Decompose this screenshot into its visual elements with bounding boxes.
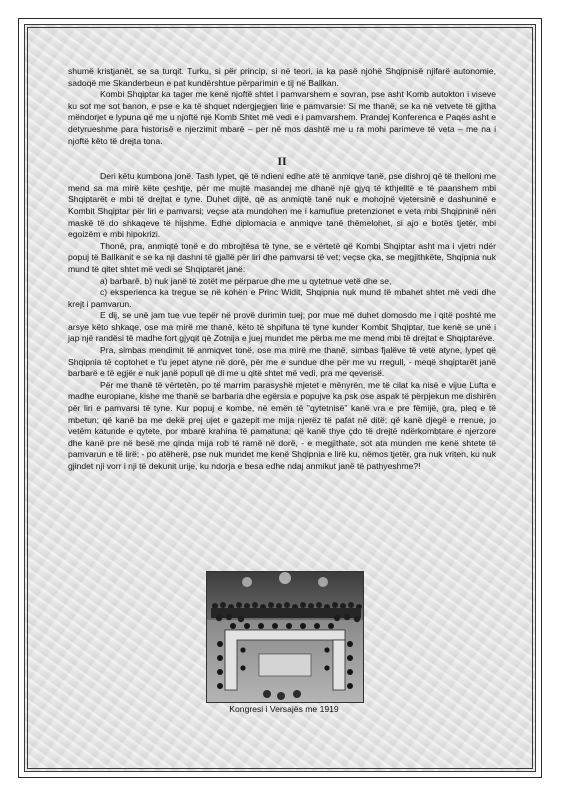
list-item: c) eksperienca ka tregue se në kohën e Princ Widit, Shqipnia nuk mund të mbahet shtet më vedi dhe krejt i pamvarun. (68, 287, 496, 309)
paragraph: Pra, simbas mendimit të anmiqvet tonë, ose ma mirë me thanë, simbas fjalëve të vetë atyne, lypet që Shqipnia të coptohet e t'u jepet atyne në dorë, për me e sundue dhe për me vu rregull, - meqë shqiptarët janë barbarë e të egjër e nuk janë popull që di me u qitë shtet më vedi, pra me qeverisë. (68, 345, 496, 379)
list-item: a) barbarë, b) nuk janë të zotët me përparue dhe me u qytetnue vetë dhe se, (100, 275, 392, 286)
conference-photo (206, 571, 364, 703)
paragraph: shumë kristjanët, se sa turqit. Turku, si për princip, si në teori, ia ka pasë njohë Shqipnisë njifarë autonomie, sadoqë me Skanderbeun e pat kundërshtue përparimin e tij në Ballkan. (68, 66, 496, 88)
figure-caption: Kongresi i Versajës me 1919 (229, 704, 339, 714)
paragraph: Kombi Shqiptar ka tager me kenë njoftë shtet i pamvarshem e sovran, pse asht Komb autokton i viseve ku sot me sot banon, e pse e ka të shquet ndergjegjen lirie e pamvarsie: Si me thanë, se ka në vetvete të gjitha mëndorjet e lypuna që me u njoftë një Komb Shtet më vedi e i pamvarshem. Prandej Konferenca e Paqës asht e detyrueshme para historisë e njerzimit mbarë – per në mos dashtë me u ra mohi parimeve të veta – me na i njoftë këto të drejta tona. (68, 89, 496, 146)
paragraph: Për me thanë të vërtetën, po të marrim parasyshë mjetet e mënyrën, me të cilat ka nisë e vijue Lufta e madhe europiane, kishe me thanë se barbaria dhe egërsia e popujve ka psk ose aspak të përpjekun me dishirën për liri e pamvarsi të tyne. Kur popuj e kombe, në emën të "qytetnisë" kanë vra e pre fëmijë, gra, pleq e të mbetun; që kanë ba me dekë prej ujet e gazepit me mija njerëz të pafat në ditë; që kanë djegë e rrenue, jo vetëm katunde e qytete, por mbarë krahina të pamatuna; që kanë thye çdo të drejtë ndërkombtare e njerzore dhe kanë pre në besë me qinda mija rob të ramë në dorë, - e megjithate, sot ata munden me kenë shtete të pamvarun e të lirë; - po atëherë, pse nuk mundet me kenë Shqipnia e lirë ku, nëmos tjetër, gra nuk vriten, ku nuk gjindet nji vorr i nji të dekunit urije, ku ndorja e besa edhe ndaj anmikut janë të pathyeshme?! (68, 379, 497, 471)
paragraph: Deri këtu kumbona jonë. Tash lypet, që të ndieni edhe atë të anmiqve tanë, pse dishroj që të thelloni me mend sa ma mirë këte çeshtje, për me mujtë masandej me dhanë një gjyq të kthjelltë e të paanshem mbi Shqiptarët e mbi të drejtat e tyne. Duhet dijtë, që as anmiqtë tanë nuk e mohojnë vjetersinë e dashuninë e Kombit Shqiptar për liri e pamvarsi; veçse ata mundohen me i kamufiue pretenzionet e veta mbi Shqipninë nën maskë të do shkaqeve të hijshme. Edhe diplomacia e anmiqve tanë thëmelohet, si ajo e botës tjetër, mbi egoizëm e mbi hipokrizi. (68, 171, 496, 240)
paragraph: Thonë, pra, anmiqtë tonë e do mbrojtësa të tyne, se e vërtetë që Kombi Shqiptar asht ma i vjetri ndër popuj të Ballkanit e se ka nji dashni të gjallë për liri dhe pamvarsi të vet; veçse çka, se megjithkëte, Shqipnia nuk mund të qitet shtet më vedi se Shqiptarët janë: (68, 240, 496, 274)
document-body (68, 66, 496, 473)
section-heading: II (277, 154, 287, 169)
conference-photo-image (207, 572, 363, 702)
paragraph: E dij, se unë jam tue vue tepër në provë durimin tuej; por mue më duhet domosdo me i qitë poshtë me arsye këto shkaqe, ose ma mirë me thanë, këto të shpifuna të tyne kunder Kombit Shqiptar, tue kenë se unë i jap një randësi të madhe fort gjyqit që Zotnija e juej mundet me përba me me mend mbi të drejtat e Shqiptarëve. (68, 310, 496, 344)
